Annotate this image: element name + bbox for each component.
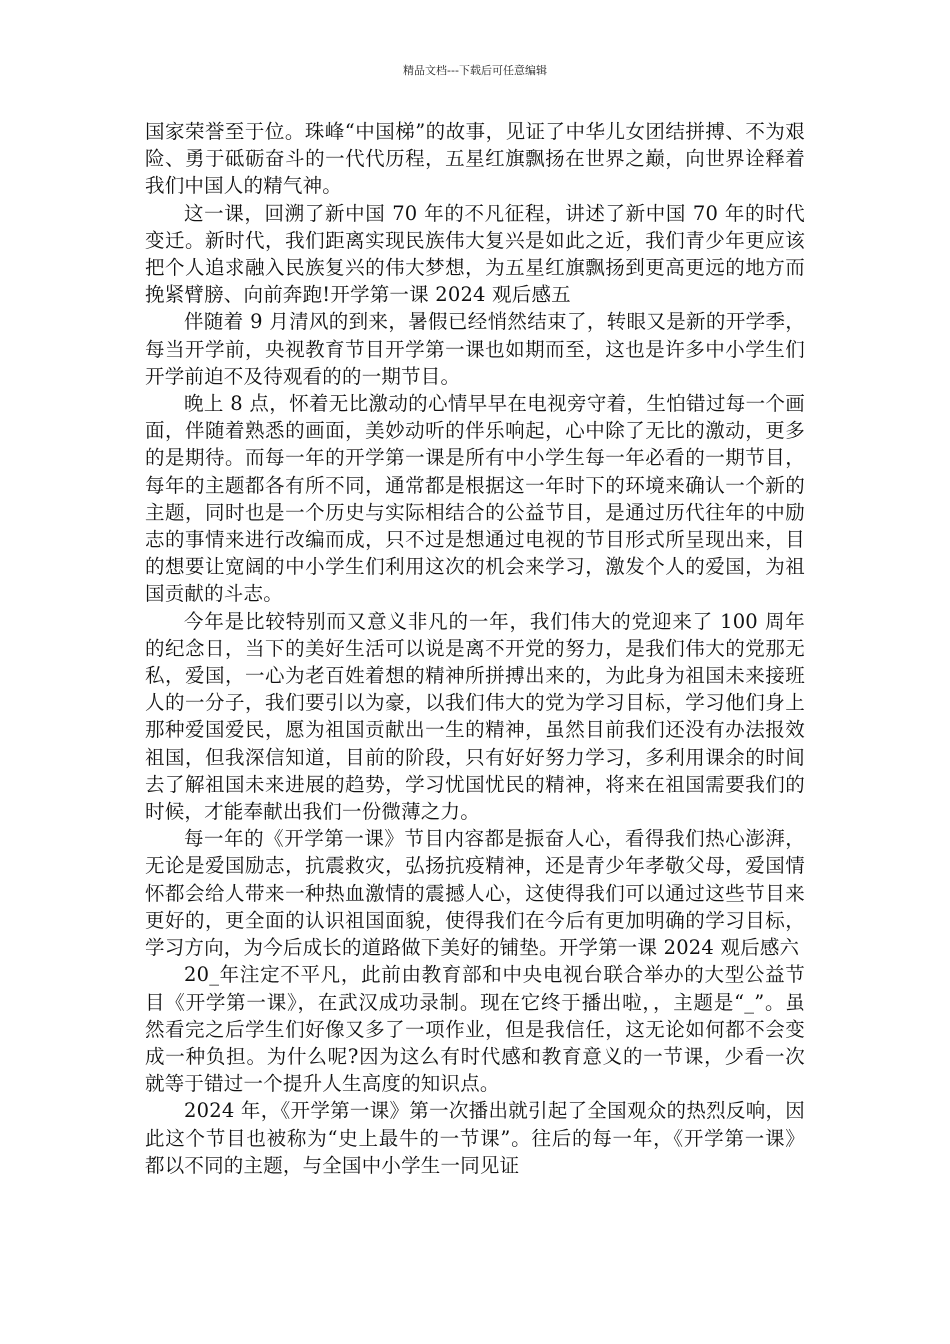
paragraph-6: 每一年的《开学第一课》节目内容都是振奋人心，看得我们热心澎湃，无论是爱国励志，抗震救灾，弘扬抗疫精神，还是青少年孝敬父母，爱国情怀都会给人带来一种热血激情的震撼人心，这使得我们可以通过这些节目来更好的，更全面的认识祖国面貌，使得我们在今后有更加明确的学习目标，学习方向，为今后成长的道路做下美好的铺垫。开学第一课 2024 观后感六 [145,827,805,960]
paragraph-7: 20_年注定不平凡，此前由教育部和中央电视台联合举办的大型公益节目《开学第一课》，在武汉成功录制。现在它终于播出啦，，主题是“_”。虽然看完之后学生们好像又多了一项作业，但是我信任，这无论如何都不会变成一种负担。为什么呢?因为这么有时代感和教育意义的一节课，少看一次就等于错过一个提升人生高度的知识点。 [145,963,805,1096]
page-header: 精品文档---下载后可任意编辑 [403,64,547,77]
paragraph-5: 今年是比较特别而又意义非凡的一年，我们伟大的党迎来了 100 周年的纪念日，当下的美好生活可以说是离不开党的努力，是我们伟大的党那无私，爱国，一心为老百姓着想的精神所拼搏出来的，为此身为祖国未来接班人的一分子，我们要引以为豪，以我们伟大的党为学习目标，学习他们身上那种爱国爱民，愿为祖国贡献出一生的精神，虽然目前我们还没有办法报效祖国，但我深信知道，目前的阶段，只有好好努力学习，多利用课余的时间去了解祖国未来进展的趋势，学习忧国忧民的精神，将来在祖国需要我们的时候，才能奉献出我们一份微薄之力。 [145,609,805,824]
paragraph-3: 伴随着 9 月清风的到来，暑假已经悄然结束了，转眼又是新的开学季，每当开学前，央视教育节目开学第一课也如期而至，这也是许多中小学生们开学前迫不及待观看的的一期节目。 [145,310,805,388]
paragraph-4: 晚上 8 点，怀着无比激动的心情早早在电视旁守着，生怕错过每一个画面，伴随着熟悉的画面，美妙动听的伴乐响起，心中除了无比的激动，更多的是期待。而每一年的开学第一课是所有中小学生每一年必看的一期节目，每年的主题都各有所不同，通常都是根据这一年时下的环境来确认一个新的主题，同时也是一个历史与实际相结合的公益节目，是通过历代往年的中励志的事情来进行改编而成，只不过是想通过电视的节目形式所呈现出来，目的想要让宽阔的中小学生们利用这次的机会来学习，激发个人的爱国，为祖国贡献的斗志。 [145,392,805,606]
paragraph-1: 国家荣誉至于位。珠峰“中国梯”的故事，见证了中华儿女团结拼搏、不为艰险、勇于砥砺奋斗的一代代历程，五星红旗飘扬在世界之巅，向世界诠释着我们中国人的精气神。 [145,120,805,198]
paragraph-8: 2024 年，《开学第一课》第一次播出就引起了全国观众的热烈反响，因此这个节目也被称为“史上最牛的一节课”。往后的每一年，《开学第一课》都以不同的主题，与全国中小学生一同见证 [145,1099,805,1177]
paragraph-2: 这一课，回溯了新中国 70 年的不凡征程，讲述了新中国 70 年的时代变迁。新时代，我们距离实现民族伟大复兴是如此之近，我们青少年更应该把个人追求融入民族复兴的伟大梦想，为五星红旗飘扬到更高更远的地方而挽紧臂膀、向前奔跑!开学第一课 2024 观后感五 [145,201,805,307]
document-body [145,118,805,1179]
